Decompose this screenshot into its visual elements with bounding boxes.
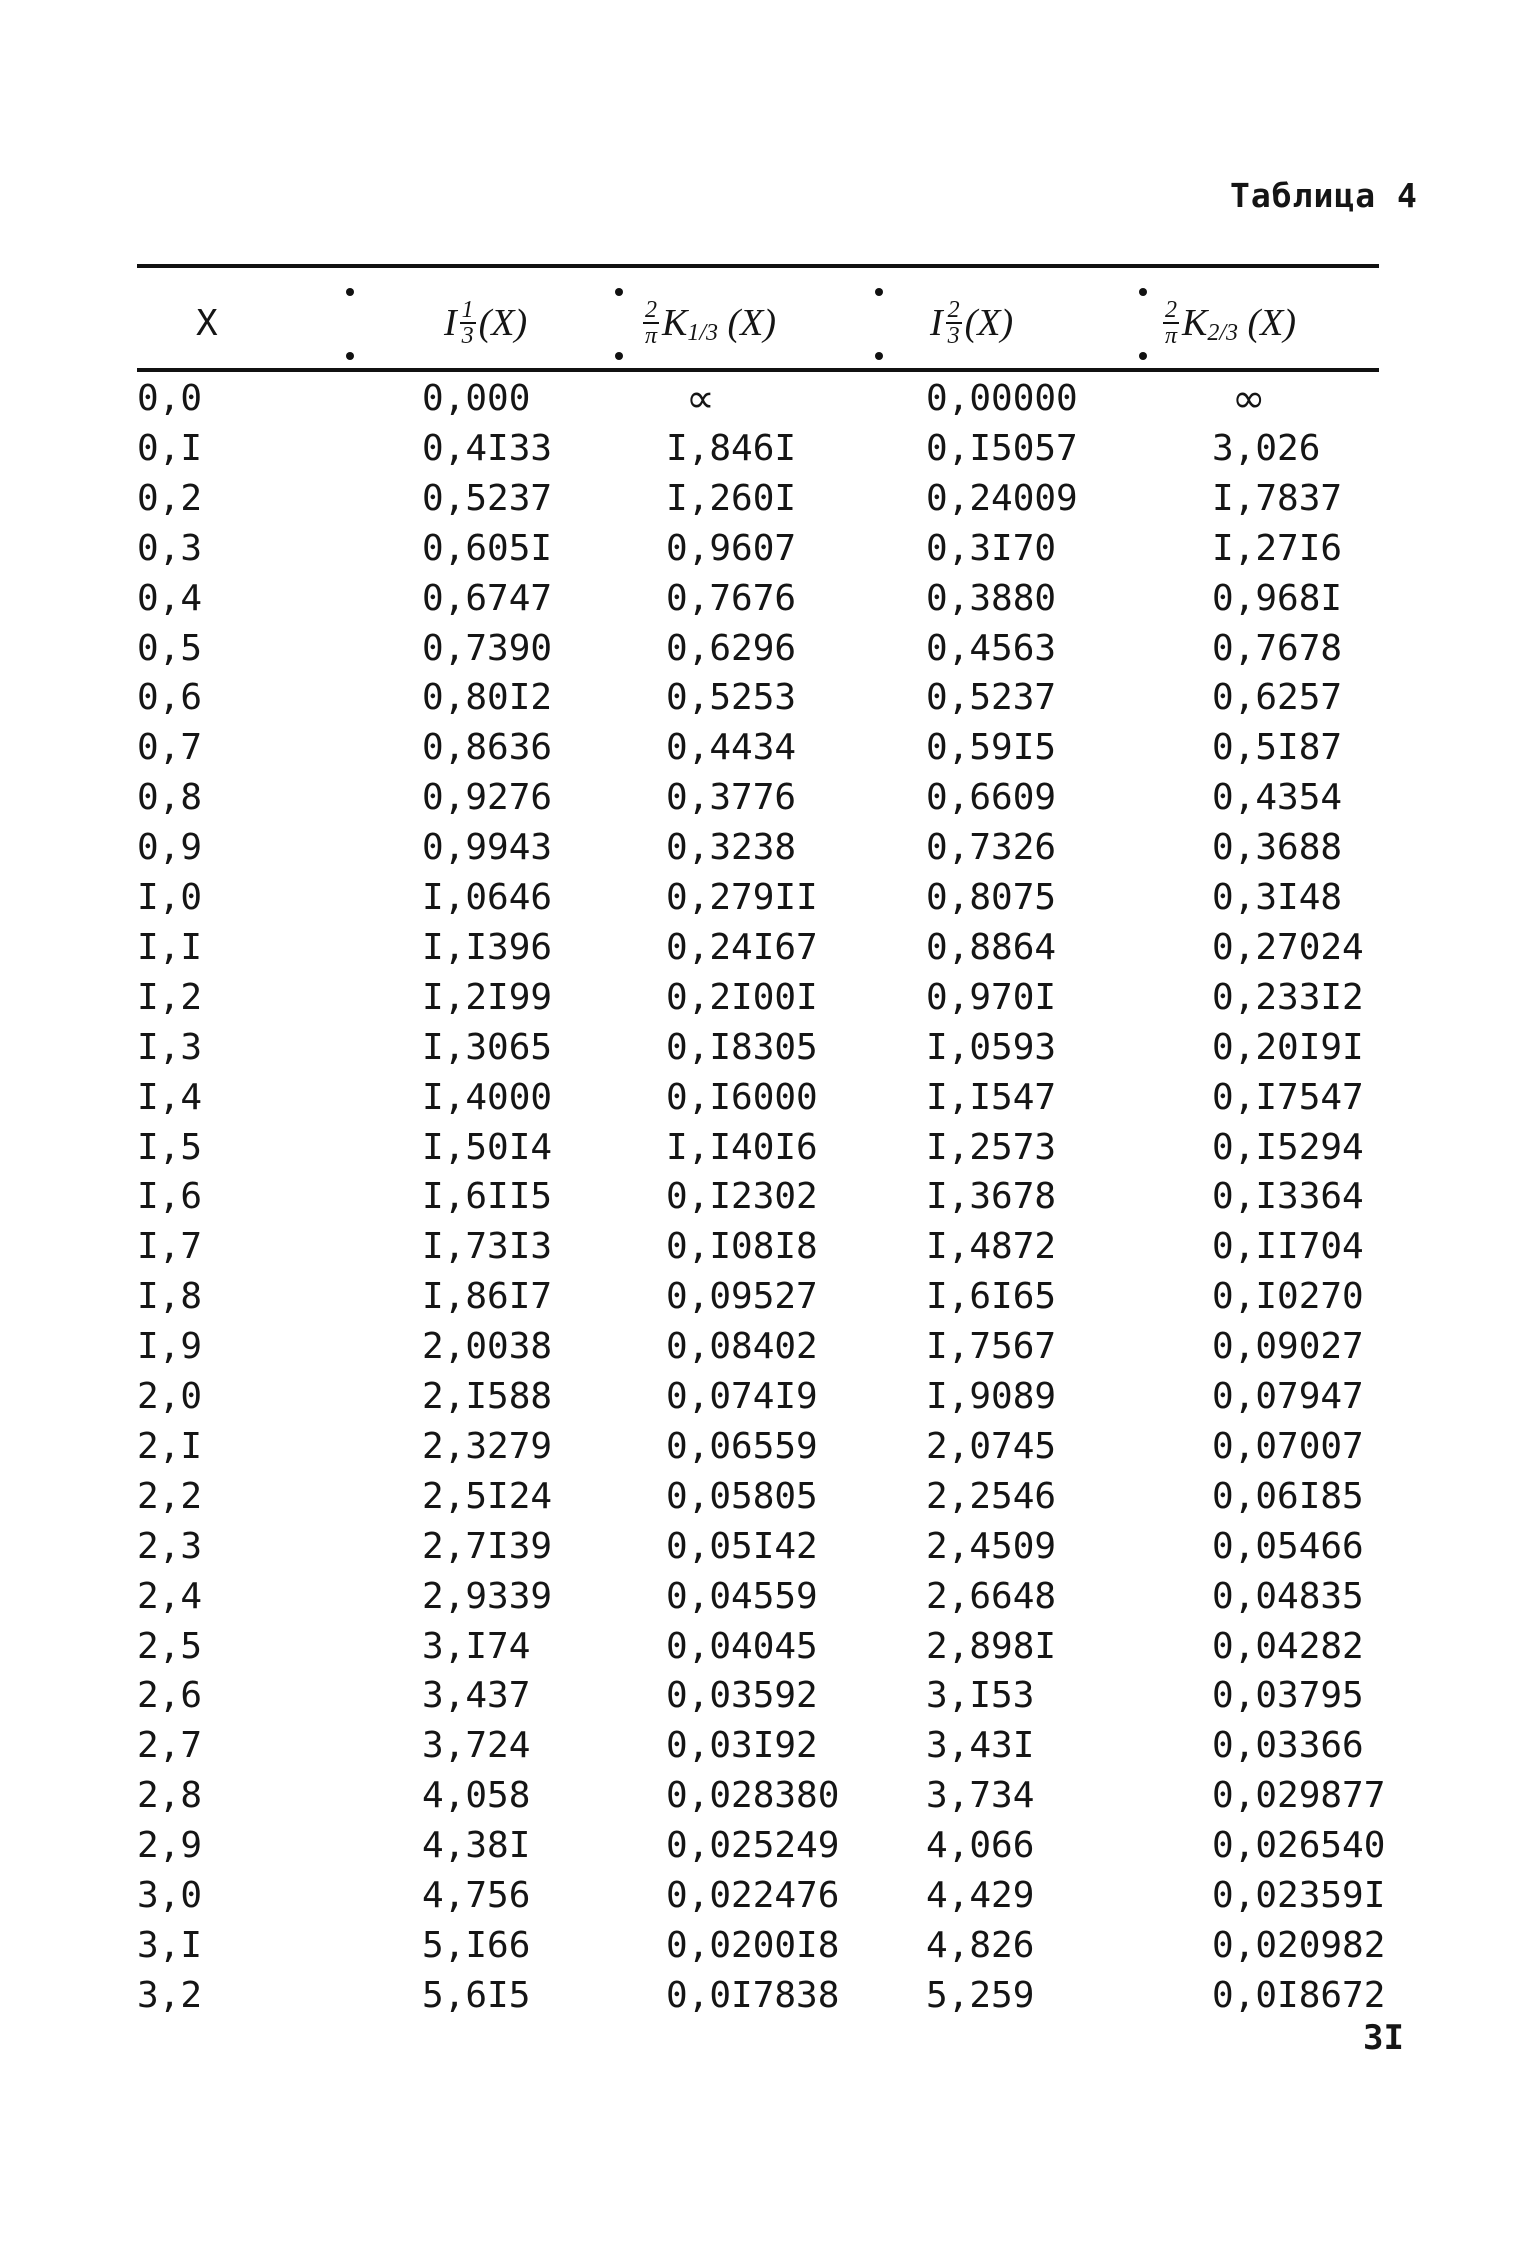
- cell-x: I,9: [137, 1326, 203, 1368]
- cell-k-two-thirds: 0,27024: [1212, 926, 1364, 968]
- table-caption: Таблица 4: [1230, 176, 1418, 215]
- cell-x: 2,0: [137, 1376, 203, 1417]
- cell-x: 0,I: [137, 427, 203, 469]
- cell-k-one-third: 0,I8305: [666, 1026, 818, 1068]
- table-row: [0, 924, 1535, 972]
- cell-i-two-thirds: 0,3I70: [926, 527, 1057, 569]
- header-i13-arg: (X): [478, 302, 528, 344]
- cell-i-two-thirds: 0,970I: [926, 976, 1057, 1018]
- cell-x: I,I: [137, 926, 203, 968]
- header-x: X: [196, 302, 218, 344]
- cell-k-one-third: 0,074I9: [666, 1376, 818, 1417]
- column-separator: [612, 288, 626, 360]
- cell-i-two-thirds: 0,8864: [926, 926, 1057, 968]
- header-k23-frac-den: π: [1164, 323, 1178, 349]
- cell-x: 0,4: [137, 577, 203, 619]
- header-bottom-rule: [137, 368, 1379, 372]
- cell-i-two-thirds: 3,734: [926, 1775, 1035, 1817]
- cell-i-two-thirds: 2,4509: [926, 1525, 1057, 1567]
- cell-x: 3,I: [137, 1924, 203, 1966]
- table-row: [0, 1623, 1535, 1671]
- cell-k-two-thirds: 0,4354: [1212, 777, 1343, 819]
- header-i23-fraction: [946, 298, 962, 348]
- column-separator: [872, 288, 886, 360]
- header-i13-symbol: I: [444, 302, 457, 344]
- cell-x: 2,7: [137, 1725, 203, 1767]
- cell-x: 3,2: [137, 1974, 203, 2016]
- cell-x: 2,6: [137, 1675, 203, 1717]
- cell-k-two-thirds: 0,7678: [1212, 627, 1343, 669]
- table-row: [0, 1124, 1535, 1172]
- cell-k-two-thirds: 0,026540: [1212, 1825, 1386, 1867]
- cell-x: 2,9: [137, 1825, 203, 1867]
- cell-i-two-thirds: I,2573: [926, 1126, 1057, 1168]
- table-top-rule: [137, 264, 1379, 268]
- table-row: [0, 1423, 1535, 1471]
- cell-i-one-third: 2,0038: [422, 1326, 553, 1368]
- cell-k-two-thirds: I,7837: [1212, 477, 1343, 519]
- cell-i-two-thirds: 0,6609: [926, 777, 1057, 819]
- table-row: [0, 575, 1535, 623]
- cell-k-two-thirds: 0,5I87: [1212, 727, 1343, 769]
- cell-i-one-third: 0,7390: [422, 627, 553, 669]
- header-k-two-thirds: [1160, 278, 1296, 368]
- cell-i-one-third: 0,6747: [422, 577, 553, 619]
- cell-k-one-third: 0,279II: [666, 877, 818, 918]
- cell-i-one-third: 2,I588: [422, 1376, 553, 1417]
- cell-k-two-thirds: I,27I6: [1212, 527, 1343, 569]
- cell-x: 0,9: [137, 827, 203, 869]
- cell-k-two-thirds: 0,II704: [1212, 1226, 1364, 1268]
- cell-i-one-third: I,0646: [422, 877, 553, 918]
- cell-k-one-third: 0,24I67: [666, 926, 818, 968]
- table-row: [0, 375, 1535, 423]
- cell-k-one-third: I,I40I6: [666, 1126, 818, 1168]
- header-i23-frac-den: 3: [947, 323, 960, 349]
- table-row: [0, 1523, 1535, 1571]
- cell-k-one-third: 0,04559: [666, 1575, 818, 1617]
- table-row: [0, 625, 1535, 673]
- cell-x: I,2: [137, 976, 203, 1018]
- cell-k-one-third: I,260I: [666, 477, 797, 519]
- table-row: [0, 674, 1535, 722]
- cell-k-two-thirds: 0,I7547: [1212, 1076, 1364, 1118]
- table-row: [0, 824, 1535, 872]
- cell-i-one-third: 2,3279: [422, 1425, 553, 1467]
- cell-k-two-thirds: 0,05466: [1212, 1525, 1364, 1567]
- cell-i-two-thirds: 2,2546: [926, 1475, 1057, 1517]
- cell-k-one-third: 0,4434: [666, 727, 797, 769]
- table-row: [0, 1223, 1535, 1271]
- cell-x: I,0: [137, 877, 203, 918]
- cell-k-two-thirds: 0,04835: [1212, 1575, 1364, 1617]
- header-i23-symbol: I: [930, 302, 943, 344]
- cell-i-one-third: I,50I4: [422, 1126, 553, 1168]
- cell-k-two-thirds: 0,03795: [1212, 1675, 1364, 1717]
- cell-k-one-third: 0,028380: [666, 1775, 840, 1817]
- cell-k-one-third: 0,I2302: [666, 1176, 818, 1218]
- cell-x: 2,3: [137, 1525, 203, 1567]
- cell-i-one-third: 4,38I: [422, 1825, 531, 1867]
- cell-k-two-thirds: 0,3I48: [1212, 877, 1343, 918]
- cell-k-one-third: 0,06559: [666, 1425, 818, 1467]
- cell-k-two-thirds: 3,026: [1212, 427, 1321, 469]
- table-row: [0, 1173, 1535, 1221]
- cell-k-one-third: 0,9607: [666, 527, 797, 569]
- table-row: [0, 475, 1535, 523]
- cell-i-one-third: I,2I99: [422, 976, 553, 1018]
- cell-i-two-thirds: 0,3880: [926, 577, 1057, 619]
- cell-i-two-thirds: I,0593: [926, 1026, 1057, 1068]
- cell-i-two-thirds: 3,43I: [926, 1725, 1035, 1767]
- cell-x: 2,5: [137, 1625, 203, 1667]
- cell-i-one-third: 0,5237: [422, 477, 553, 519]
- cell-i-one-third: I,86I7: [422, 1276, 553, 1318]
- header-i13-fraction: [460, 298, 476, 348]
- cell-k-two-thirds: 0,02359I: [1212, 1875, 1386, 1916]
- cell-x: 0,0: [137, 378, 203, 419]
- table-row: [0, 425, 1535, 473]
- table-row: [0, 724, 1535, 772]
- cell-k-one-third: 0,03592: [666, 1675, 818, 1717]
- cell-i-one-third: 0,9943: [422, 827, 553, 869]
- cell-k-two-thirds: 0,20I9I: [1212, 1026, 1364, 1068]
- cell-x: 2,I: [137, 1425, 203, 1467]
- cell-k-two-thirds: 0,968I: [1212, 577, 1343, 619]
- cell-k-one-third: 0,I6000: [666, 1076, 818, 1118]
- cell-i-two-thirds: I,9089: [926, 1376, 1057, 1417]
- cell-i-two-thirds: 0,00000: [926, 378, 1078, 419]
- cell-i-one-third: I,3065: [422, 1026, 553, 1068]
- cell-k-two-thirds: 0,07947: [1212, 1376, 1364, 1417]
- column-separator: [343, 288, 357, 360]
- cell-i-two-thirds: 2,6648: [926, 1575, 1057, 1617]
- cell-i-one-third: I,4000: [422, 1076, 553, 1118]
- cell-x: I,3: [137, 1026, 203, 1068]
- header-k13-symbol: K: [662, 302, 688, 344]
- table-row: [0, 1672, 1535, 1720]
- cell-x: I,7: [137, 1226, 203, 1268]
- table-row: [0, 525, 1535, 573]
- header-k23-fraction: [1163, 298, 1179, 348]
- cell-k-one-third: 0,3238: [666, 827, 797, 869]
- cell-k-one-third: 0,3776: [666, 777, 797, 819]
- cell-i-two-thirds: I,4872: [926, 1226, 1057, 1268]
- cell-x: 3,0: [137, 1875, 203, 1916]
- cell-k-two-thirds: 0,233I2: [1212, 976, 1364, 1018]
- cell-x: 2,8: [137, 1775, 203, 1817]
- cell-k-one-third: I,846I: [666, 427, 797, 469]
- cell-k-one-third: 0,08402: [666, 1326, 818, 1368]
- cell-k-two-thirds: 0,I3364: [1212, 1176, 1364, 1218]
- cell-i-one-third: 4,058: [422, 1775, 531, 1817]
- cell-i-one-third: 0,000: [422, 378, 531, 419]
- table-row: [0, 1323, 1535, 1371]
- cell-x: 0,3: [137, 527, 203, 569]
- cell-i-one-third: 3,I74: [422, 1625, 531, 1667]
- table-row: [0, 1722, 1535, 1770]
- cell-i-one-third: 0,9276: [422, 777, 553, 819]
- table-row: [0, 774, 1535, 822]
- cell-i-two-thirds: 0,59I5: [926, 727, 1057, 769]
- table-row: [0, 1024, 1535, 1072]
- cell-i-one-third: 0,8636: [422, 727, 553, 769]
- cell-k-one-third: 0,03I92: [666, 1725, 818, 1767]
- cell-k-two-thirds: 0,6257: [1212, 677, 1343, 719]
- table-row: [0, 1074, 1535, 1122]
- cell-i-one-third: 2,9339: [422, 1575, 553, 1617]
- cell-x: I,6: [137, 1176, 203, 1218]
- cell-i-one-third: 3,724: [422, 1725, 531, 1767]
- header-k13-frac-num: 2: [645, 297, 657, 323]
- cell-x: 2,4: [137, 1575, 203, 1617]
- header-i13-frac-num: 1: [461, 297, 474, 323]
- cell-k-two-thirds: 0,06I85: [1212, 1475, 1364, 1517]
- column-separator: [1136, 288, 1150, 360]
- cell-k-two-thirds: 0,029877: [1212, 1775, 1386, 1817]
- cell-k-two-thirds: 0,I5294: [1212, 1126, 1364, 1168]
- header-k13-arg: (X): [727, 302, 777, 344]
- header-k-one-third: [640, 278, 776, 368]
- cell-k-one-third: 0,09527: [666, 1276, 818, 1318]
- cell-x: 2,2: [137, 1475, 203, 1517]
- cell-i-one-third: 2,5I24: [422, 1475, 553, 1517]
- cell-i-one-third: 5,I66: [422, 1924, 531, 1966]
- cell-k-two-thirds: 0,09027: [1212, 1326, 1364, 1368]
- cell-k-one-third: 0,2I00I: [666, 976, 818, 1018]
- header-k13-frac-den: π: [644, 323, 658, 349]
- table-row: [0, 1872, 1535, 1920]
- page-number: 3I: [1363, 2018, 1404, 2058]
- header-i-one-third: [444, 278, 527, 368]
- header-i23-frac-num: 2: [947, 297, 960, 323]
- cell-k-one-third: 0,0I7838: [666, 1974, 840, 2016]
- cell-k-two-thirds: 0,020982: [1212, 1924, 1386, 1966]
- cell-i-one-third: 3,437: [422, 1675, 531, 1717]
- cell-i-two-thirds: 0,5237: [926, 677, 1057, 719]
- cell-k-one-third: 0,05I42: [666, 1525, 818, 1567]
- table-row: [0, 1922, 1535, 1970]
- cell-x: 0,5: [137, 627, 203, 669]
- cell-i-two-thirds: I,7567: [926, 1326, 1057, 1368]
- cell-k-one-third: 0,022476: [666, 1875, 840, 1916]
- cell-x: I,4: [137, 1076, 203, 1118]
- cell-k-one-third: ∝: [686, 376, 715, 422]
- cell-k-two-thirds: 0,3688: [1212, 827, 1343, 869]
- cell-k-one-third: 0,7676: [666, 577, 797, 619]
- cell-x: 0,8: [137, 777, 203, 819]
- cell-k-two-thirds: 0,I0270: [1212, 1276, 1364, 1318]
- cell-i-two-thirds: 0,I5057: [926, 427, 1078, 469]
- cell-i-two-thirds: 4,066: [926, 1825, 1035, 1867]
- header-k23-frac-num: 2: [1165, 297, 1177, 323]
- cell-i-two-thirds: 3,I53: [926, 1675, 1035, 1717]
- cell-i-one-third: I,6II5: [422, 1176, 553, 1218]
- table-row: [0, 974, 1535, 1022]
- table-row: [0, 1772, 1535, 1820]
- header-k13-subscript: 1/3: [687, 319, 719, 346]
- table-row: [0, 1373, 1535, 1421]
- header-k13-fraction: [643, 298, 659, 348]
- header-k23-arg: (X): [1247, 302, 1297, 344]
- cell-i-one-third: I,73I3: [422, 1226, 553, 1268]
- cell-i-one-third: 0,605I: [422, 527, 553, 569]
- cell-x: 0,6: [137, 677, 203, 719]
- cell-k-one-third: 0,5253: [666, 677, 797, 719]
- cell-i-one-third: 5,6I5: [422, 1974, 531, 2016]
- cell-i-one-third: 2,7I39: [422, 1525, 553, 1567]
- cell-x: I,8: [137, 1276, 203, 1318]
- cell-i-two-thirds: 0,8075: [926, 877, 1057, 918]
- cell-k-two-thirds: ∞: [1232, 376, 1266, 422]
- cell-i-two-thirds: 4,826: [926, 1924, 1035, 1966]
- cell-k-one-third: 0,04045: [666, 1625, 818, 1667]
- cell-i-two-thirds: 0,7326: [926, 827, 1057, 869]
- cell-k-one-third: 0,05805: [666, 1475, 818, 1517]
- table-row: [0, 874, 1535, 922]
- cell-i-two-thirds: I,3678: [926, 1176, 1057, 1218]
- cell-k-one-third: 0,025249: [666, 1825, 840, 1867]
- cell-i-two-thirds: 2,0745: [926, 1425, 1057, 1467]
- cell-k-two-thirds: 0,04282: [1212, 1625, 1364, 1667]
- cell-i-one-third: 0,4I33: [422, 427, 553, 469]
- cell-i-one-third: 4,756: [422, 1875, 531, 1916]
- header-k23-subscript: 2/3: [1207, 319, 1239, 346]
- cell-k-two-thirds: 0,07007: [1212, 1425, 1364, 1467]
- table-row: [0, 1273, 1535, 1321]
- cell-i-two-thirds: 4,429: [926, 1875, 1035, 1916]
- cell-x: 0,2: [137, 477, 203, 519]
- cell-k-two-thirds: 0,0I8672: [1212, 1974, 1386, 2016]
- cell-i-two-thirds: I,I547: [926, 1076, 1057, 1118]
- cell-i-one-third: 0,80I2: [422, 677, 553, 719]
- cell-i-two-thirds: 5,259: [926, 1974, 1035, 2016]
- header-k23-symbol: K: [1182, 302, 1208, 344]
- cell-i-two-thirds: 2,898I: [926, 1625, 1057, 1667]
- cell-i-two-thirds: I,6I65: [926, 1276, 1057, 1318]
- table-row: [0, 1822, 1535, 1870]
- table-row: [0, 1473, 1535, 1521]
- table-row: [0, 1573, 1535, 1621]
- cell-k-one-third: 0,0200I8: [666, 1924, 840, 1966]
- cell-k-two-thirds: 0,03366: [1212, 1725, 1364, 1767]
- cell-x: I,5: [137, 1126, 203, 1168]
- cell-k-one-third: 0,I08I8: [666, 1226, 818, 1268]
- table-row: [0, 1972, 1535, 2020]
- header-i23-arg: (X): [964, 302, 1014, 344]
- cell-i-one-third: I,I396: [422, 926, 553, 968]
- cell-i-two-thirds: 0,4563: [926, 627, 1057, 669]
- cell-x: 0,7: [137, 727, 203, 769]
- cell-k-one-third: 0,6296: [666, 627, 797, 669]
- header-i-two-thirds: [930, 278, 1013, 368]
- header-i13-frac-den: 3: [461, 323, 474, 349]
- cell-i-two-thirds: 0,24009: [926, 477, 1078, 519]
